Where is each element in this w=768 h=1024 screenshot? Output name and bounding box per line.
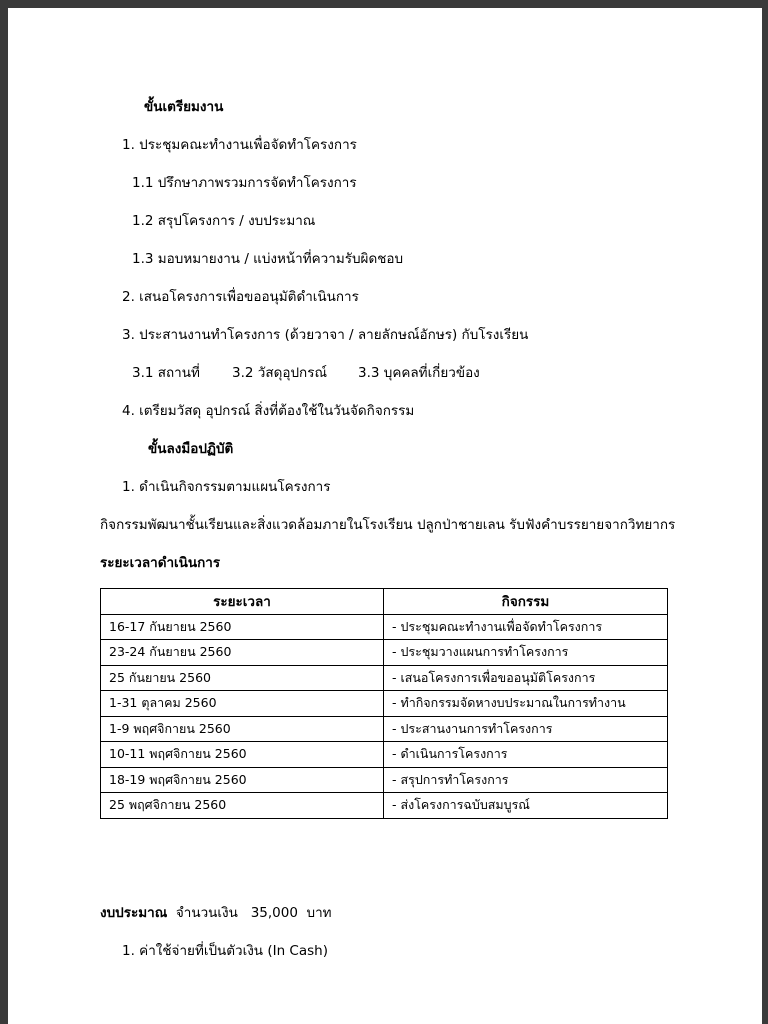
period-cell: 25 พฤศจิกายน 2560 bbox=[101, 793, 384, 819]
prep-item-4: 4. เตรียมวัสดุ อุปกรณ์ สิ่งที่ต้องใช้ในวันจัดกิจกรรม bbox=[122, 403, 415, 419]
budget-currency: บาท bbox=[306, 905, 332, 921]
activity-cell: - สรุปการทำโครงการ bbox=[384, 767, 668, 793]
practice-description: กิจกรรมพัฒนาชั้นเรียนและสิ่งแวดล้อมภายในโรงเรียน ปลูกป่าชายเลน รับฟังคำบรรยายจากวิทยากร bbox=[100, 517, 676, 533]
activity-cell: - ดำเนินการโครงการ bbox=[384, 742, 668, 768]
schedule-table bbox=[100, 588, 668, 819]
period-cell: 1-31 ตุลาคม 2560 bbox=[101, 691, 384, 717]
budget-item-1: 1. ค่าใช้จ่ายที่เป็นตัวเงิน (In Cash) bbox=[122, 943, 328, 959]
prep-item-1: 1. ประชุมคณะทำงานเพื่อจัดทำโครงการ bbox=[122, 137, 357, 153]
period-cell: 10-11 พฤศจิกายน 2560 bbox=[101, 742, 384, 768]
schedule-heading: ระยะเวลาดำเนินการ bbox=[100, 555, 221, 571]
prep-item-1-1: 1.1 ปรึกษาภาพรวมการจัดทำโครงการ bbox=[132, 175, 357, 191]
prep-item-3: 3. ประสานงานทำโครงการ (ด้วยวาจา / ลายลักษณ์อักษร) กับโรงเรียน bbox=[122, 327, 529, 343]
prep-heading: ขั้นเตรียมงาน bbox=[144, 99, 224, 115]
column-header-period: ระยะเวลา bbox=[101, 589, 384, 615]
practice-item-1: 1. ดำเนินกิจกรรมตามแผนโครงการ bbox=[122, 479, 331, 495]
activity-cell: - ประชุมวางแผนการทำโครงการ bbox=[384, 640, 668, 666]
prep-item-1-3: 1.3 มอบหมายงาน / แบ่งหน้าที่ความรับผิดชอบ bbox=[132, 251, 404, 267]
budget-amount: 35,000 bbox=[250, 905, 298, 921]
budget-amount-label: จำนวนเงิน bbox=[175, 905, 238, 921]
table-row bbox=[101, 614, 668, 640]
period-cell: 25 กันยายน 2560 bbox=[101, 665, 384, 691]
document-page bbox=[8, 8, 762, 1024]
prep-item-1-2: 1.2 สรุปโครงการ / งบประมาณ bbox=[132, 213, 316, 229]
column-header-activity: กิจกรรม bbox=[384, 589, 668, 615]
table-header-row bbox=[101, 589, 668, 615]
period-cell: 18-19 พฤศจิกายน 2560 bbox=[101, 767, 384, 793]
practice-heading: ขั้นลงมือปฏิบัติ bbox=[148, 441, 234, 457]
activity-cell: - ประสานงานการทำโครงการ bbox=[384, 716, 668, 742]
prep-item-2: 2. เสนอโครงการเพื่อขออนุมัติดำเนินการ bbox=[122, 289, 359, 305]
table-row bbox=[101, 742, 668, 768]
prep-item-3-2: 3.2 วัสดุอุปกรณ์ bbox=[232, 365, 327, 381]
period-cell: 23-24 กันยายน 2560 bbox=[101, 640, 384, 666]
table-row bbox=[101, 716, 668, 742]
table-row bbox=[101, 665, 668, 691]
activity-cell: - ประชุมคณะทำงานเพื่อจัดทำโครงการ bbox=[384, 614, 668, 640]
prep-item-3-3: 3.3 บุคคลที่เกี่ยวข้อง bbox=[358, 365, 480, 381]
table-row bbox=[101, 793, 668, 819]
activity-cell: - ส่งโครงการฉบับสมบูรณ์ bbox=[384, 793, 668, 819]
budget-heading: งบประมาณ bbox=[100, 905, 168, 921]
period-cell: 1-9 พฤศจิกายน 2560 bbox=[101, 716, 384, 742]
table-row bbox=[101, 691, 668, 717]
activity-cell: - ทำกิจกรรมจัดหางบประมาณในการทำงาน bbox=[384, 691, 668, 717]
table-row bbox=[101, 640, 668, 666]
table-row bbox=[101, 767, 668, 793]
budget-line bbox=[100, 904, 332, 922]
activity-cell: - เสนอโครงการเพื่อขออนุมัติโครงการ bbox=[384, 665, 668, 691]
prep-item-3-sublist bbox=[132, 364, 480, 382]
prep-item-3-1: 3.1 สถานที่ bbox=[132, 365, 200, 381]
period-cell: 16-17 กันยายน 2560 bbox=[101, 614, 384, 640]
